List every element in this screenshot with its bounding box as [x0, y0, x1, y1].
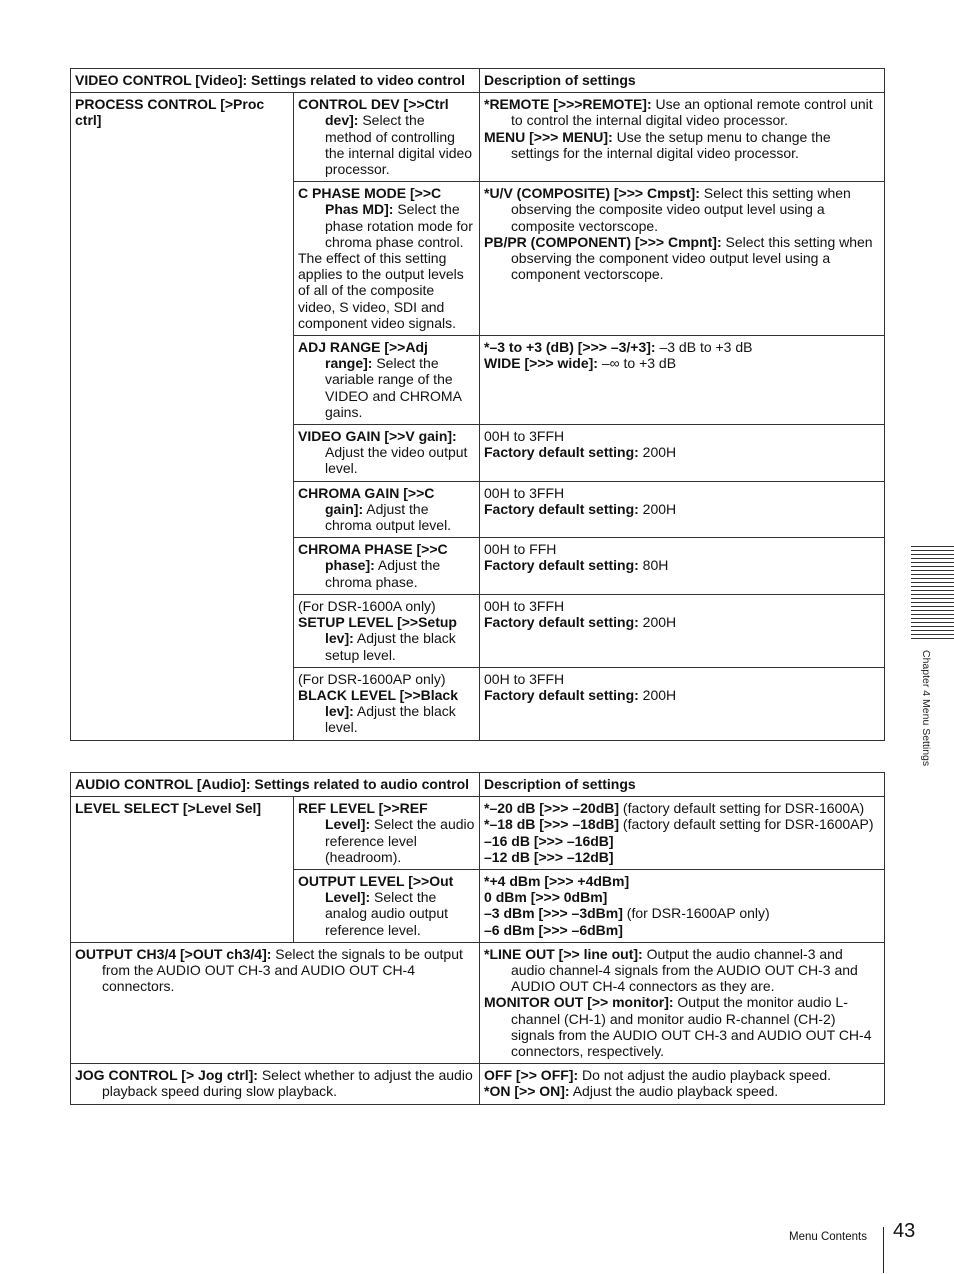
setting-entry [484, 598, 880, 614]
setting-text: Use the setup menu to change the settings for the internal digital video processor. [511, 128, 831, 161]
setting-text: 200H [638, 444, 677, 461]
setting-entry [298, 800, 475, 865]
setting-text: 00H to 3FFH [484, 428, 565, 445]
setting-entry [484, 833, 880, 849]
setting-text: –∞ to +3 dB [597, 355, 677, 372]
description-cell [480, 93, 885, 182]
setting-text: Select whether to adjust the audio playback speed during slow playback. [102, 1067, 473, 1100]
setting-name: Factory default setting: [484, 444, 639, 461]
description-cell [480, 797, 885, 870]
setting-entry [298, 339, 475, 420]
group-cell: LEVEL SELECT [>Level Sel] [71, 797, 294, 943]
setting-entry [298, 96, 475, 177]
model-note: (For DSR-1600AP only) [298, 670, 446, 687]
setting-name: OUTPUT LEVEL [>>Out Level]: [298, 873, 454, 906]
setting-name: CONTROL DEV [>>Ctrl dev]: [298, 96, 449, 129]
setting-text: Adjust the audio playback speed. [569, 1083, 779, 1100]
setting-name: Factory default setting: [484, 614, 639, 631]
setting-entry [484, 849, 880, 865]
setting-name: OUTPUT CH3/4 [>OUT ch3/4]: [75, 945, 272, 962]
setting-name: ADJ RANGE [>>Adj range]: [298, 339, 428, 372]
setting-entry [484, 339, 880, 355]
setting-name: *REMOTE [>>>REMOTE]: [484, 96, 652, 113]
table-row [71, 797, 885, 870]
setting-entry [484, 444, 880, 460]
setting-text: 00H to 3FFH [484, 670, 565, 687]
setting-name: OFF [>> OFF]: [484, 1067, 579, 1084]
setting-text: 80H [638, 557, 669, 574]
setting-entry [484, 922, 880, 938]
setting-name: –3 dBm [>>> –3dBm] [484, 905, 623, 922]
description-cell [480, 538, 885, 595]
page-number: 43 [893, 1220, 916, 1242]
setting-text: Output the audio channel-3 and audio channel-4 signals from the AUDIO OUT CH-3 and AUDIO OUT CH-4 connectors as they are. [511, 945, 858, 995]
setting-name: Factory default setting: [484, 500, 639, 517]
chapter-side-label: Chapter 4 Menu Settings [920, 650, 933, 767]
setting-entry [298, 428, 475, 477]
setting-entry [75, 946, 475, 995]
setting-text: 00H to 3FFH [484, 597, 565, 614]
header-settings: VIDEO CONTROL [Video]: Settings related to video control [71, 69, 480, 93]
model-note: (For DSR-1600A only) [298, 597, 436, 614]
item-cell [294, 182, 480, 336]
setting-entry [484, 485, 880, 501]
setting-name: REF LEVEL [>>REF Level]: [298, 800, 428, 833]
description-cell [480, 870, 885, 943]
setting-name: PB/PR (COMPONENT) [>>> Cmpnt]: [484, 233, 722, 250]
item-cell [294, 538, 480, 595]
setting-text: Select the method of controlling the internal digital video processor. [325, 112, 473, 178]
setting-entry [484, 873, 880, 889]
setting-text: Output the monitor audio L-channel (CH-1) and monitor audio R-channel (CH-2) signals from the AUDIO OUT CH-3 and AUDIO OUT CH-4 connectors, respectively. [511, 994, 872, 1060]
setting-text: Adjust the black setup level. [325, 630, 456, 663]
setting-entry [484, 994, 880, 1059]
table-header-row [71, 69, 885, 93]
header-description: Description of settings [480, 773, 885, 797]
setting-entry [298, 614, 475, 663]
setting-entry [298, 541, 475, 590]
setting-name: CHROMA PHASE [>>C phase]: [298, 541, 448, 574]
audio-control-table [70, 772, 885, 1105]
setting-name: –16 dB [>>> –16dB] [484, 832, 614, 849]
setting-text: Select the audio reference level (headroom). [325, 816, 475, 865]
footer-divider [883, 1227, 884, 1273]
setting-text: (factory default setting for DSR-1600AP) [619, 816, 874, 833]
setting-text: (factory default setting for DSR-1600A) [619, 800, 865, 817]
description-cell [480, 336, 885, 425]
video-control-body [71, 69, 885, 741]
item-cell [71, 942, 480, 1063]
setting-text: 00H to FFH [484, 541, 557, 558]
description-cell [480, 182, 885, 336]
item-cell [294, 481, 480, 538]
setting-text: Select the variable range of the VIDEO and CHROMA gains. [325, 355, 462, 420]
setting-text: (for DSR-1600AP only) [622, 905, 770, 922]
item-cell [294, 93, 480, 182]
table-row [71, 942, 885, 1063]
setting-entry [298, 687, 475, 736]
setting-name: *–3 to +3 (dB) [>>> –3/+3]: [484, 339, 656, 356]
setting-text: Select this setting when observing the composite video output level using a composite vectorscope. [511, 185, 851, 234]
setting-entry [484, 501, 880, 517]
description-cell [480, 594, 885, 667]
setting-entry [484, 905, 880, 921]
setting-entry [298, 873, 475, 938]
chapter-thumb-tab [911, 546, 954, 640]
setting-text: Adjust the black level. [325, 703, 456, 736]
footer-section-label: Menu Contents [789, 1231, 867, 1243]
setting-name: VIDEO GAIN [>>V gain]: [298, 428, 457, 445]
setting-text: 00H to 3FFH [484, 484, 565, 501]
table-row [71, 93, 885, 182]
setting-entry [484, 889, 880, 905]
setting-text: Select the signals to be output from the AUDIO OUT CH-3 and AUDIO OUT CH-4 connectors. [102, 945, 463, 995]
setting-entry [484, 428, 880, 444]
setting-text: 200H [638, 500, 677, 517]
setting-name: –6 dBm [>>> –6dBm] [484, 921, 623, 938]
setting-name: WIDE [>>> wide]: [484, 355, 598, 372]
setting-name: *+4 dBm [>>> +4dBm] [484, 873, 630, 890]
setting-entry [484, 800, 880, 816]
setting-entry [298, 485, 475, 534]
setting-entry [484, 671, 880, 687]
setting-name: C PHASE MODE [>>C Phas MD]: [298, 185, 442, 218]
description-cell [480, 425, 885, 482]
header-description: Description of settings [480, 69, 885, 93]
item-cell [294, 594, 480, 667]
setting-text: –3 dB to +3 dB [655, 339, 753, 356]
setting-text: Use an optional remote control unit to control the internal digital video processor. [511, 96, 873, 129]
description-cell [480, 481, 885, 538]
header-settings: AUDIO CONTROL [Audio]: Settings related to audio control [71, 773, 480, 797]
item-cell [294, 336, 480, 425]
item-cell [294, 797, 480, 870]
setting-entry [484, 557, 880, 573]
setting-name: *ON [>> ON]: [484, 1083, 570, 1100]
setting-name: *LINE OUT [>> line out]: [484, 945, 643, 962]
table-row [71, 1064, 885, 1104]
setting-name: –12 dB [>>> –12dB] [484, 848, 614, 865]
setting-entry [484, 185, 880, 234]
setting-text: Select this setting when observing the component video output level using a component vectorscope. [511, 233, 873, 283]
setting-entry [484, 129, 880, 161]
setting-name: SETUP LEVEL [>>Setup lev]: [298, 614, 457, 647]
item-cell [294, 425, 480, 482]
item-cell [294, 870, 480, 943]
setting-entry [484, 355, 880, 371]
setting-name: MONITOR OUT [>> monitor]: [484, 994, 674, 1011]
setting-name: *U/V (COMPOSITE) [>>> Cmpst]: [484, 185, 700, 202]
setting-text: Adjust the chroma phase. [325, 557, 441, 590]
setting-name: Factory default setting: [484, 686, 639, 703]
video-control-table [70, 68, 885, 741]
setting-entry [484, 1083, 880, 1099]
setting-text: Do not adjust the audio playback speed. [578, 1067, 832, 1084]
setting-entry [484, 816, 880, 832]
item-note: The effect of this setting applies to the output levels of all of the composite video, S video, SDI and component video signals. [298, 250, 464, 331]
setting-text: Select the phase rotation mode for chroma phase control. [325, 201, 473, 250]
setting-text: 200H [638, 686, 677, 703]
setting-text: Adjust the video output level. [325, 444, 468, 477]
setting-name: Factory default setting: [484, 557, 639, 574]
setting-name: JOG CONTROL [> Jog ctrl]: [75, 1067, 258, 1084]
setting-entry [484, 614, 880, 630]
item-cell [71, 1064, 480, 1104]
setting-entry [298, 185, 475, 250]
description-cell [480, 942, 885, 1063]
audio-control-body [71, 773, 885, 1105]
table-header-row [71, 773, 885, 797]
setting-name: CHROMA GAIN [>>C gain]: [298, 484, 435, 517]
setting-name: MENU [>>> MENU]: [484, 128, 613, 145]
setting-entry [484, 687, 880, 703]
setting-text: 200H [638, 614, 677, 631]
setting-entry [75, 1067, 475, 1099]
setting-name: 0 dBm [>>> 0dBm] [484, 889, 608, 906]
setting-entry [484, 234, 880, 283]
setting-entry [484, 1067, 880, 1083]
setting-entry [484, 946, 880, 995]
setting-name: *–20 dB [>>> –20dB] [484, 800, 620, 817]
group-cell: PROCESS CONTROL [>Proc ctrl] [71, 93, 294, 740]
setting-text: Select the analog audio output reference level. [325, 889, 448, 938]
setting-name: BLACK LEVEL [>>Black lev]: [298, 686, 459, 720]
description-cell [480, 667, 885, 740]
setting-name: *–18 dB [>>> –18dB] [484, 816, 620, 833]
description-cell [480, 1064, 885, 1104]
setting-entry [484, 96, 880, 128]
setting-entry [484, 541, 880, 557]
setting-text: Adjust the chroma output level. [325, 500, 452, 534]
item-cell [294, 667, 480, 740]
